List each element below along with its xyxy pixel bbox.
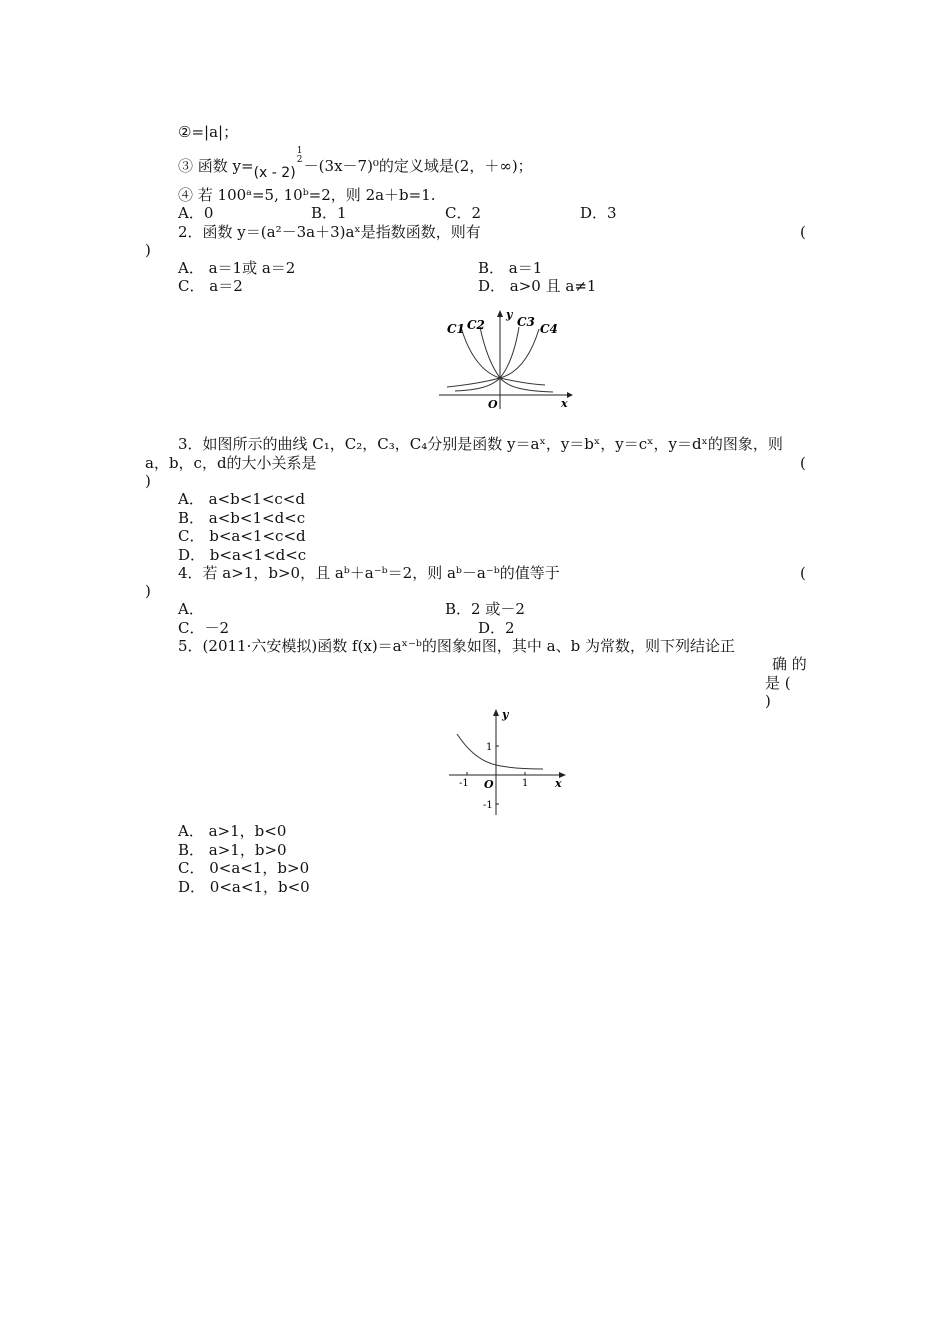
y-axis-arrow <box>493 709 499 716</box>
q4-stem: 4．若 a>1，b>0，且 aᵇ＋a⁻ᵇ＝2，则 aᵇ－a⁻ᵇ的值等于 <box>178 564 560 582</box>
curve-label-c3-text: C3 <box>517 315 535 329</box>
q1-item-3 <box>178 146 533 181</box>
q3-answer-paren-close: ) <box>145 472 151 490</box>
q4-answer-paren-close: ) <box>145 582 151 600</box>
tick-label-x-neg: -1 <box>459 778 469 789</box>
q1-item-2: ②=|a|； <box>178 123 239 141</box>
curve-label-c2-text: C2 <box>467 318 485 332</box>
curve-label-c4 <box>540 322 558 336</box>
curve-label-c1-text: C1 <box>447 322 465 336</box>
q1-item-3-pre: ③ 函数 y= <box>178 157 254 175</box>
function-curve <box>457 734 543 769</box>
q3-option-c: C． b<a<1<c<d <box>178 527 306 545</box>
curve-label-c1 <box>447 322 465 336</box>
exponential-curves-figure <box>435 305 575 415</box>
function-graph-figure <box>445 705 575 820</box>
q2-option-b: B． a＝1 <box>478 259 543 277</box>
x-axis-label: x <box>555 777 562 790</box>
q4-option-b: B．2 或－2 <box>445 600 525 618</box>
q5-option-c: C． 0<a<1，b>0 <box>178 859 310 877</box>
q3-option-a: A． a<b<1<c<d <box>178 490 305 508</box>
q2-option-a: A． a＝1或 a＝2 <box>178 259 296 277</box>
curve-label-c4-text: C4 <box>540 322 558 336</box>
q5-stem-tail-3: ) <box>765 692 771 710</box>
q1-option-b: B．1 <box>311 204 347 222</box>
q2-option-c: C． a＝2 <box>178 277 243 295</box>
curve-c1 <box>461 327 545 385</box>
y-axis-label: y <box>502 708 509 721</box>
q5-option-b: B． a>1，b>0 <box>178 841 287 859</box>
curve-c4 <box>447 329 539 387</box>
tick-label-y-neg: -1 <box>483 800 493 811</box>
q4-option-a: A． <box>178 600 204 618</box>
y-axis-arrow <box>497 310 503 317</box>
q2-option-d: D． a>0 且 a≠1 <box>478 277 597 295</box>
q1-item-3-base: (x - 2) <box>253 165 296 181</box>
q1-option-d: D．3 <box>580 204 617 222</box>
curve-label-c3 <box>517 315 535 329</box>
q1-item-3-post: －(3x－7)⁰的定义域是(2，＋∞)； <box>303 157 533 175</box>
exp-denominator: 2 <box>296 155 303 165</box>
q4-option-c: C．－2 <box>178 619 230 637</box>
tick-label-y-pos: 1 <box>486 742 493 753</box>
q5-stem: 5．(2011·六安模拟)函数 f(x)＝aˣ⁻ᵇ的图象如图，其中 a、b 为常数，则下列结论正 <box>178 637 735 655</box>
q3-option-b: B． a<b<1<d<c <box>178 509 306 527</box>
q3-answer-paren-open: ( <box>800 454 806 472</box>
q5-stem-tail-1: 确 的 <box>772 655 807 673</box>
q5-option-d: D． 0<a<1，b<0 <box>178 878 310 896</box>
q1-option-a: A．0 <box>178 204 214 222</box>
exp-numerator: 1 <box>296 146 303 156</box>
q4-answer-paren-open: ( <box>800 564 806 582</box>
q3-stem-line1: 3．如图所示的曲线 C₁，C₂，C₃，C₄分别是函数 y＝aˣ，y＝bˣ，y＝cˣ，y＝dˣ的图象，则 <box>178 435 783 453</box>
tick-label-x-pos: 1 <box>522 778 529 789</box>
q1-item-4: ④ 若 100ᵃ=5, 10ᵇ=2，则 2a＋b=1. <box>178 186 436 204</box>
q5-option-a: A． a>1，b<0 <box>178 822 287 840</box>
origin-label: O <box>488 398 498 411</box>
q1-item-3-exponent <box>296 147 304 165</box>
q3-stem-line2: a，b，c，d的大小关系是 <box>145 454 317 472</box>
curve-c2 <box>480 327 553 392</box>
q4-option-d: D．2 <box>478 619 515 637</box>
x-axis-label: x <box>561 397 568 410</box>
q5-stem-tail-2: 是 ( <box>765 674 791 692</box>
q2-answer-paren-open: ( <box>800 223 806 241</box>
y-axis-label: y <box>506 308 513 321</box>
curve-label-c2 <box>467 318 485 332</box>
q3-option-d: D． b<a<1<d<c <box>178 546 307 564</box>
x-axis-arrow <box>567 392 573 398</box>
q2-stem: 2．函数 y＝(a²－3a＋3)aˣ是指数函数，则有 <box>178 223 481 241</box>
q1-option-c: C．2 <box>445 204 482 222</box>
q2-answer-paren-close: ) <box>145 241 151 259</box>
origin-label: O <box>484 778 494 791</box>
